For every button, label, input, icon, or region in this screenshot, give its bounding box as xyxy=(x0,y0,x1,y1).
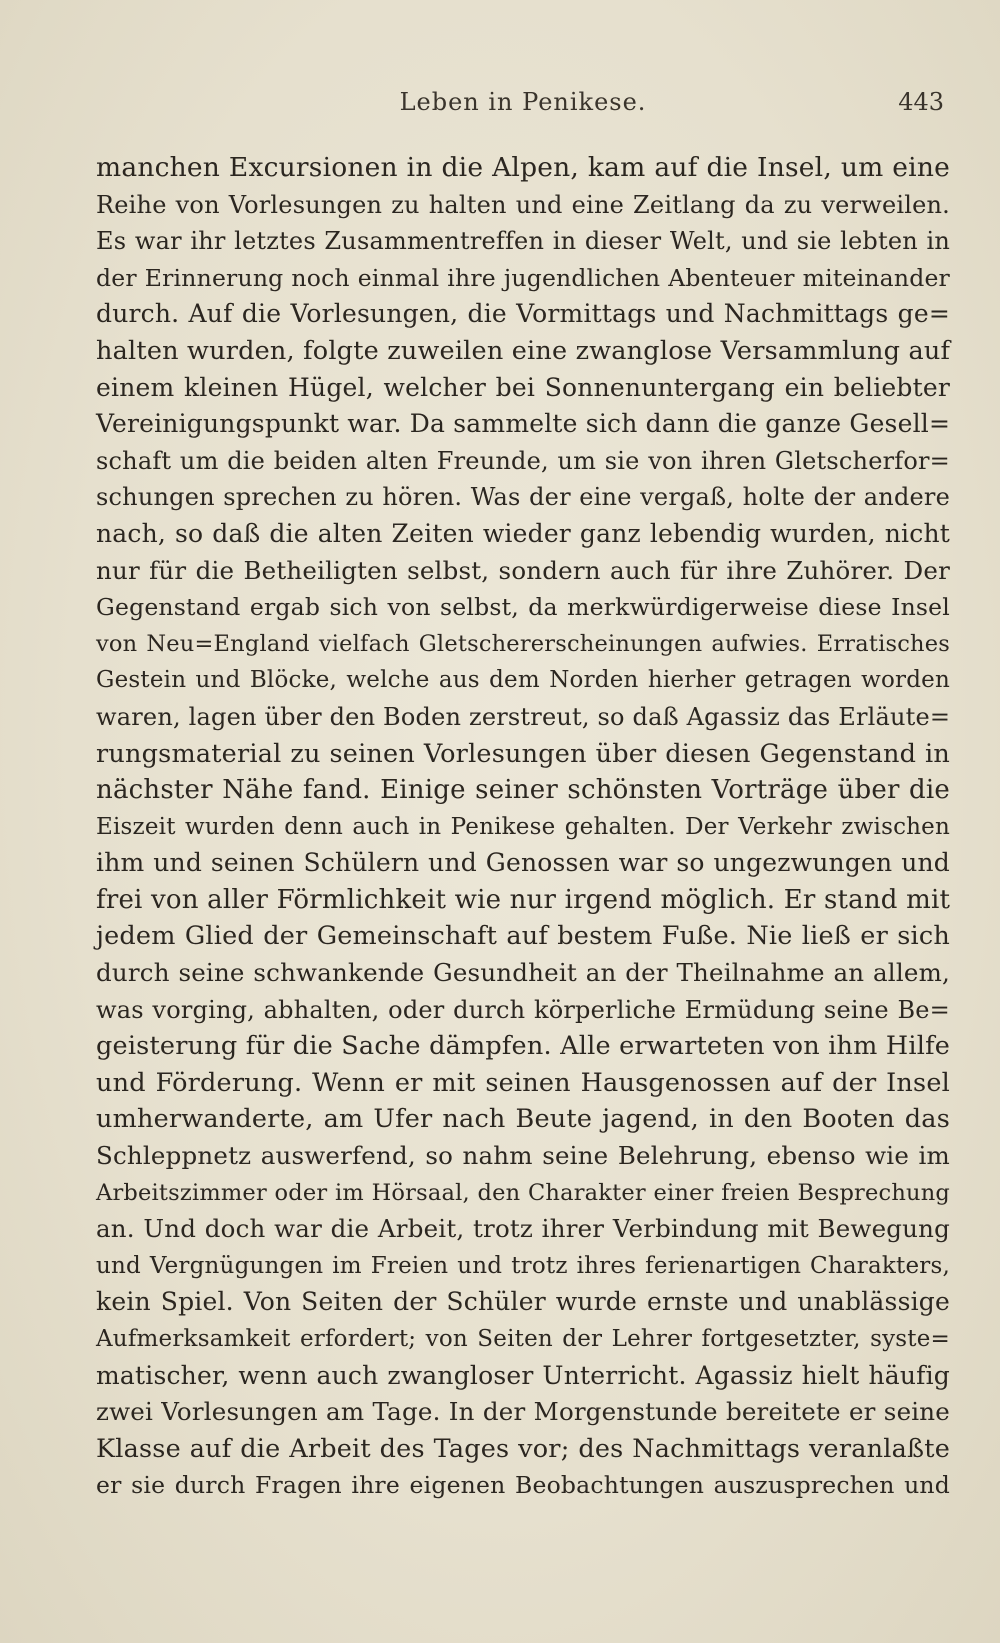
text-line: Reihe von Vorlesungen zu halten und eine Zeitlang da zu verweilen. xyxy=(96,190,950,219)
text-line: der Erinnerung noch einmal ihre jugendlichen Abenteuer miteinander xyxy=(96,263,950,292)
text-line: und Förderung. Wenn er mit seinen Hausgenossen auf der Insel xyxy=(96,1067,950,1098)
text-line: nach, so daß die alten Zeiten wieder ganz lebendig wurden, nicht xyxy=(96,518,950,548)
text-line: waren, lagen über den Boden zerstreut, so daß Agassiz das Erläute= xyxy=(96,702,951,731)
text-line: kein Spiel. Von Seiten der Schüler wurde ernste und unablässige xyxy=(96,1287,950,1317)
text-line: Vereinigungspunkt war. Da sammelte sich dann die ganze Gesell= xyxy=(96,409,951,439)
page-number: 443 xyxy=(898,88,944,116)
text-line: jedem Glied der Gemeinschaft auf bestem Fuße. Nie ließ er sich xyxy=(96,921,950,952)
text-line: nächster Nähe fand. Einige seiner schönsten Vorträge über die xyxy=(96,775,950,806)
text-line: Eiszeit wurden denn auch in Penikese gehalten. Der Verkehr zwischen xyxy=(96,813,950,840)
text-line: Aufmerksamkeit erfordert; von Seiten der Lehrer fortgesetzter, syste= xyxy=(96,1326,950,1352)
text-line: umherwanderte, am Ufer nach Beute jagend, in den Booten das xyxy=(96,1104,950,1135)
text-line: zwei Vorlesungen am Tage. In der Morgenstunde bereitete er seine xyxy=(96,1397,950,1427)
body-text xyxy=(96,150,950,1504)
text-line: geisterung für die Sache dämpfen. Alle erwarteten von ihm Hilfe xyxy=(96,1031,950,1062)
text-line: er sie durch Fragen ihre eigenen Beobachtungen auszusprechen und xyxy=(96,1471,950,1500)
running-title: Leben in Penikese. xyxy=(399,88,647,116)
text-line: matischer, wenn auch zwangloser Unterricht. Agassiz hielt häufig xyxy=(96,1360,950,1390)
text-line: an. Und doch war die Arbeit, trotz ihrer Verbindung mit Bewegung xyxy=(96,1214,950,1244)
text-line: Gegenstand ergab sich von selbst, da merkwürdigerweise diese Insel xyxy=(96,593,950,622)
text-line: und Vergnügungen im Freien und trotz ihres ferienartigen Charakters, xyxy=(96,1252,950,1279)
text-line: Gestein und Blöcke, welche aus dem Norden hierher getragen worden xyxy=(96,667,950,694)
text-line: Klasse auf die Arbeit des Tages vor; des Nachmittags veranlaßte xyxy=(96,1433,950,1464)
text-line: nur für die Betheiligten selbst, sondern auch für ihre Zuhörer. Der xyxy=(96,555,950,585)
text-line: rungsmaterial zu seinen Vorlesungen über diesen Gegenstand in xyxy=(96,738,950,769)
text-line: einem kleinen Hügel, welcher bei Sonnenuntergang ein beliebter xyxy=(96,372,950,402)
text-line: manchen Excursionen in die Alpen, kam auf die Insel, um eine xyxy=(96,152,950,183)
text-line: schungen sprechen zu hören. Was der eine vergaß, holte der andere xyxy=(96,483,950,512)
running-head xyxy=(96,88,950,128)
text-line: durch seine schwankende Gesundheit an der Theilnahme an allem, xyxy=(96,958,950,988)
text-line: von Neu=England vielfach Gletschererscheinungen aufwies. Erratisches xyxy=(96,630,950,657)
text-line: Es war ihr letztes Zusammentreffen in dieser Welt, und sie lebten in xyxy=(96,227,950,256)
text-line: durch. Auf die Vorlesungen, die Vormittags und Nachmittags ge= xyxy=(96,299,950,329)
text-line: ihm und seinen Schülern und Genossen war so ungezwungen und xyxy=(96,848,950,878)
text-line: halten wurden, folgte zuweilen eine zwanglose Versammlung auf xyxy=(96,335,951,366)
text-line: schaft um die beiden alten Freunde, um sie von ihren Gletscherfor= xyxy=(96,446,950,475)
text-line: Arbeitszimmer oder im Hörsaal, den Charakter einer freien Besprechung xyxy=(96,1179,950,1206)
text-line: Schleppnetz auswerfend, so nahm seine Belehrung, ebenso wie im xyxy=(96,1141,950,1171)
text-line: frei von aller Förmlichkeit wie nur irgend möglich. Er stand mit xyxy=(96,884,951,915)
text-line: was vorging, abhalten, oder durch körperliche Ermüdung seine Be= xyxy=(96,995,950,1024)
